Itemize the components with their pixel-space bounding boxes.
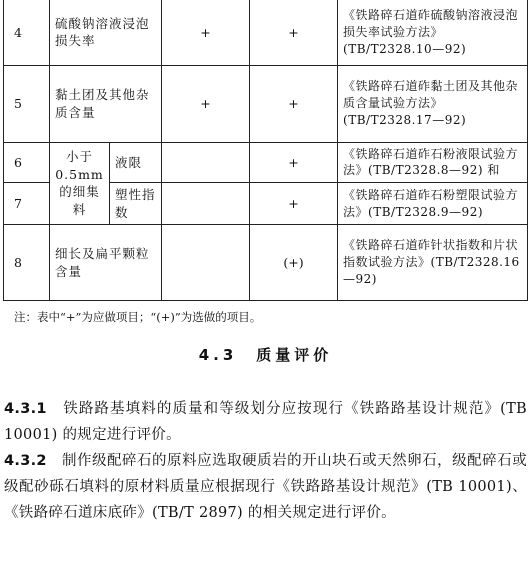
table-row	[4, 142, 528, 183]
section-number: 4.3	[198, 346, 238, 364]
table-note: 注：表中“+”为应做项目；“(+)”为选做的项目。	[14, 310, 262, 324]
mark-cell	[162, 225, 250, 301]
row-number: 5	[4, 65, 50, 142]
row-number: 6	[4, 142, 50, 183]
test-method-reference: 《铁路碎石道砟石粉塑限试验方法》(TB/T2328.9—92)	[338, 183, 528, 225]
clause-text: 制作级配碎石的原料应选取硬质岩的开山块石或天然卵石，级配碎石或级配砂砾石填料的原材料质量应根据现行《铁路路基设计规范》(TB 10001)、《铁路碎石道床底砟》(TB/T 2897) 的相关规定进行评价。	[4, 453, 527, 521]
test-method-reference: 《铁路碎石道砟针状指数和片状指数试验方法》(TB/T2328.16—92)	[338, 225, 528, 301]
clause-4-3-1	[4, 396, 527, 448]
mark-cell	[162, 183, 250, 225]
mark-cell	[162, 142, 250, 183]
fine-aggregate-group: 小于0.5mm的细集料	[50, 142, 110, 225]
test-method-reference: 《铁路碎石道砟黏土团及其他杂质含量试验方法》(TB/T2328.17—92)	[338, 65, 528, 142]
section-heading	[0, 344, 531, 365]
mark-cell: (+)	[250, 225, 338, 301]
test-item: 细长及扁平颗粒含量	[50, 225, 162, 301]
test-item: 硫酸钠溶液浸泡损失率	[50, 0, 162, 65]
mark-cell: +	[162, 0, 250, 65]
quality-test-table	[3, 0, 528, 301]
clause-number: 4.3.2	[4, 453, 47, 469]
row-number: 8	[4, 225, 50, 301]
table-row	[4, 65, 528, 142]
clause-number: 4.3.1	[4, 401, 47, 417]
test-item: 黏土团及其他杂质含量	[50, 65, 162, 142]
mark-cell: +	[250, 142, 338, 183]
mark-cell: +	[250, 0, 338, 65]
test-item: 塑性指数	[110, 183, 162, 225]
row-number: 4	[4, 0, 50, 65]
table-row	[4, 0, 528, 65]
mark-cell: +	[250, 183, 338, 225]
test-item: 液限	[110, 142, 162, 183]
section-title: 质量评价	[256, 346, 333, 364]
mark-cell: +	[250, 65, 338, 142]
test-method-reference: 《铁路碎石道砟石粉液限试验方法》(TB/T2328.8—92) 和	[338, 142, 528, 183]
test-method-reference: 《铁路碎石道砟硫酸钠溶液浸泡损失率试验方法》(TB/T2328.10—92)	[338, 0, 528, 65]
clause-4-3-2	[4, 448, 527, 526]
clause-text: 铁路路基填料的质量和等级划分应按现行《铁路路基设计规范》(TB 10001) 的规定进行评价。	[4, 401, 528, 443]
table-row	[4, 225, 528, 301]
mark-cell: +	[162, 65, 250, 142]
row-number: 7	[4, 183, 50, 225]
